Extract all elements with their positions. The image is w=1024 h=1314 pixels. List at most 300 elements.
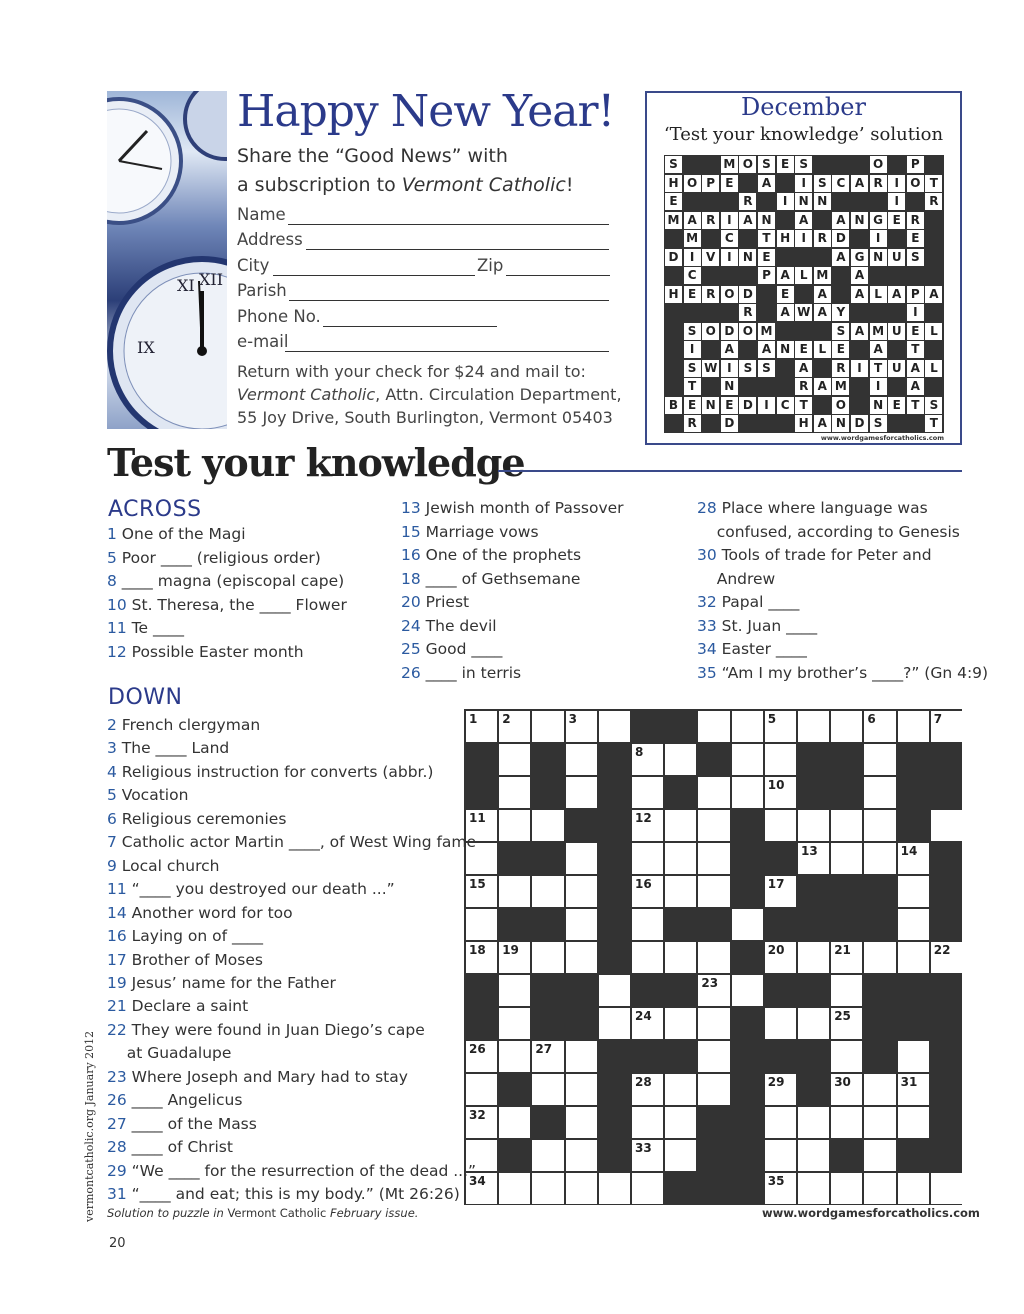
puzzle-cell[interactable]	[698, 975, 729, 1006]
puzzle-cell[interactable]	[499, 744, 530, 775]
puzzle-cell[interactable]	[499, 1107, 530, 1138]
clock-photo	[107, 91, 227, 429]
solution-cell: I	[758, 397, 775, 414]
puzzle-cell[interactable]	[931, 810, 962, 841]
solution-cell: T	[795, 397, 812, 414]
solution-cell: O	[870, 156, 887, 173]
puzzle-cell[interactable]	[499, 777, 530, 808]
puzzle-cell[interactable]	[765, 876, 796, 907]
solution-note-post: February issue.	[326, 1206, 419, 1220]
clue-number: 30	[697, 546, 722, 564]
clue-number: 26	[107, 1091, 132, 1110]
clue-text: at Guadalupe	[126, 1044, 232, 1063]
clue-text: Religious ceremonies	[121, 809, 287, 828]
solution-cell: E	[684, 397, 701, 414]
puzzle-cell[interactable]	[831, 1041, 862, 1072]
puzzle-cell[interactable]	[732, 744, 763, 775]
clue-text: One of the prophets	[425, 546, 582, 564]
puzzle-cell[interactable]	[632, 909, 663, 940]
puzzle-cell[interactable]	[665, 1008, 696, 1039]
puzzle-cell[interactable]	[798, 1173, 829, 1204]
cell-number: 31	[900, 1075, 918, 1089]
solution-note-pre: Solution to puzzle in	[107, 1206, 228, 1220]
puzzle-cell[interactable]	[931, 1173, 962, 1204]
across-clue	[107, 619, 184, 637]
puzzle-cell[interactable]	[532, 1041, 563, 1072]
puzzle-cell[interactable]	[532, 810, 563, 841]
promo-subtitle-post: !	[565, 174, 574, 196]
puzzle-cell[interactable]	[765, 1107, 796, 1138]
puzzle-cell[interactable]	[765, 1140, 796, 1171]
cell-number: 21	[834, 943, 851, 957]
solution-cell: D	[739, 286, 756, 303]
puzzle-cell[interactable]	[532, 1140, 563, 1171]
cell-number: 20	[767, 943, 785, 957]
solution-cell: P	[702, 175, 719, 192]
solution-cell: I	[870, 378, 887, 395]
puzzle-cell[interactable]	[898, 1041, 929, 1072]
clue-number: 22	[107, 1020, 132, 1039]
puzzle-cell[interactable]	[566, 909, 597, 940]
puzzle-cell[interactable]	[466, 942, 497, 973]
solution-cell: A	[758, 175, 775, 192]
solution-cell: N	[739, 249, 756, 266]
solution-cell: H	[795, 415, 812, 432]
clue-text: Brother of Moses	[131, 950, 263, 969]
puzzle-cell[interactable]	[765, 1008, 796, 1039]
clue-number: 10	[107, 595, 132, 614]
solution-cell: N	[758, 212, 775, 229]
promo-subtitle-pre: a subscription to	[237, 174, 402, 196]
solution-cell: S	[758, 156, 775, 173]
puzzle-cell[interactable]	[566, 942, 597, 973]
puzzle-cell[interactable]	[898, 1173, 929, 1204]
solution-cell: E	[665, 193, 682, 210]
puzzle-cell[interactable]	[698, 711, 729, 742]
clue-number: 18	[401, 569, 426, 588]
clue-number: 15	[401, 522, 426, 541]
puzzle-cell[interactable]	[665, 1107, 696, 1138]
puzzle-cell[interactable]	[665, 876, 696, 907]
puzzle-cell[interactable]	[765, 744, 796, 775]
clue-number: 21	[107, 997, 132, 1016]
puzzle-cell[interactable]	[466, 1041, 497, 1072]
solution-cell: O	[684, 175, 701, 192]
clue-text: “____ you destroyed our death ...”	[131, 880, 395, 899]
puzzle-cell[interactable]	[864, 711, 895, 742]
cell-number: 8	[635, 745, 644, 759]
puzzle-cell[interactable]	[798, 1008, 829, 1039]
solution-cell: D	[721, 323, 738, 340]
puzzle-cell[interactable]	[931, 942, 962, 973]
phone-field[interactable]	[237, 307, 497, 331]
puzzle-cell[interactable]	[898, 843, 929, 874]
puzzle-cell[interactable]	[864, 1140, 895, 1171]
puzzle-cell[interactable]	[765, 1074, 796, 1105]
cell-number: 14	[900, 844, 918, 858]
solution-note	[107, 1206, 418, 1220]
cell-number: 25	[834, 1009, 851, 1023]
parish-label: Parish	[237, 281, 287, 300]
across-heading: ACROSS	[108, 497, 202, 522]
puzzle-cell[interactable]	[499, 711, 530, 742]
solution-cell: M	[758, 323, 775, 340]
across-clue	[401, 570, 580, 588]
clue-number: 17	[107, 950, 132, 969]
clue-number: 7	[107, 833, 122, 852]
puzzle-cell[interactable]	[466, 1074, 497, 1105]
solution-cell: A	[814, 415, 831, 432]
down-clue	[107, 857, 219, 875]
cell-number: 24	[635, 1009, 652, 1023]
city-line[interactable]	[273, 275, 475, 276]
puzzle-cell[interactable]	[632, 1074, 663, 1105]
puzzle-cell[interactable]	[831, 711, 862, 742]
puzzle-cell[interactable]	[765, 711, 796, 742]
down-clue	[107, 786, 188, 804]
city-zip-field[interactable]	[237, 256, 611, 280]
clue-text: Te ____	[131, 619, 184, 637]
cell-number: 12	[635, 811, 652, 825]
solution-cell: I	[907, 304, 924, 321]
promo-subtitle-line2	[237, 171, 637, 200]
puzzle-cell[interactable]	[765, 942, 796, 973]
clue-text: ____ in terris	[425, 663, 522, 682]
puzzle-cell[interactable]	[831, 843, 862, 874]
solution-cell: T	[925, 415, 942, 432]
cell-number: 33	[635, 1141, 652, 1155]
solution-cell: I	[721, 212, 738, 229]
cell-number: 3	[568, 712, 577, 726]
puzzle-cell[interactable]	[599, 711, 630, 742]
solution-cell: L	[795, 267, 812, 284]
clue-text: Religious instruction for converts (abbr.)	[121, 762, 434, 781]
puzzle-cell[interactable]	[831, 810, 862, 841]
cell-number: 30	[834, 1075, 851, 1089]
address-field[interactable]	[237, 230, 609, 254]
parish-field[interactable]	[237, 281, 609, 305]
promo-subtitle	[237, 142, 637, 200]
puzzle-cell[interactable]	[499, 975, 530, 1006]
solution-cell: O	[739, 156, 756, 173]
phone-line[interactable]	[323, 326, 497, 327]
puzzle-cell[interactable]	[864, 777, 895, 808]
solution-cell: C	[777, 397, 794, 414]
across-clue	[107, 643, 304, 661]
puzzle-cell[interactable]	[499, 876, 530, 907]
puzzle-cell[interactable]	[831, 942, 862, 973]
solution-cell: T	[870, 360, 887, 377]
puzzle-cell[interactable]	[566, 1041, 597, 1072]
puzzle-cell[interactable]	[466, 876, 497, 907]
across-clue	[401, 499, 624, 517]
down-clue	[107, 763, 433, 781]
solution-cell: S	[684, 360, 701, 377]
puzzle-cell[interactable]	[864, 1173, 895, 1204]
down-clue	[107, 1138, 233, 1156]
cell-number: 17	[767, 877, 785, 891]
clue-text: “____ and eat; this is my body.” (Mt 26:26)	[131, 1185, 460, 1203]
puzzle-cell[interactable]	[732, 777, 763, 808]
puzzle-cell[interactable]	[831, 1173, 862, 1204]
down-clue	[107, 716, 260, 734]
solution-cell: N	[721, 378, 738, 395]
puzzle-cell[interactable]	[864, 1074, 895, 1105]
solution-cell: N	[870, 397, 887, 414]
clue-number: 33	[697, 616, 722, 635]
solution-cell: R	[702, 212, 719, 229]
solution-cell: A	[832, 212, 849, 229]
address-line[interactable]	[306, 249, 609, 250]
puzzle-cell[interactable]	[499, 942, 530, 973]
puzzle-cell[interactable]	[665, 1074, 696, 1105]
clue-number: 34	[697, 640, 722, 658]
clue-number: 13	[401, 499, 426, 517]
puzzle-cell[interactable]	[898, 711, 929, 742]
solution-cell: I	[721, 249, 738, 266]
puzzle-cell[interactable]	[864, 1107, 895, 1138]
puzzle-cell[interactable]	[698, 843, 729, 874]
solution-cell: H	[665, 175, 682, 192]
puzzle-cell[interactable]	[632, 1140, 663, 1171]
puzzle-cell[interactable]	[566, 744, 597, 775]
puzzle-cell[interactable]	[898, 942, 929, 973]
solution-cell: S	[795, 156, 812, 173]
puzzle-cell[interactable]	[632, 876, 663, 907]
puzzle-cell[interactable]	[532, 711, 563, 742]
puzzle-cell[interactable]	[632, 744, 663, 775]
puzzle-cell[interactable]	[765, 810, 796, 841]
cell-number: 32	[469, 1108, 486, 1122]
solution-cell: T	[925, 175, 942, 192]
solution-cell: S	[758, 360, 775, 377]
name-field[interactable]	[237, 205, 609, 229]
cell-number: 13	[801, 844, 818, 858]
solution-cell: R	[814, 230, 831, 247]
puzzle-cell[interactable]	[931, 711, 962, 742]
puzzle-cell[interactable]	[632, 777, 663, 808]
solution-cell: N	[777, 341, 794, 358]
clue-text: Good ____	[425, 640, 503, 658]
solution-cell: A	[739, 212, 756, 229]
solution-cell: I	[888, 175, 905, 192]
solution-cell: R	[907, 212, 924, 229]
puzzle-cell[interactable]	[499, 1041, 530, 1072]
puzzle-cell[interactable]	[566, 1140, 597, 1171]
solution-cell: E	[758, 249, 775, 266]
solution-cell: O	[721, 286, 738, 303]
across-clue	[107, 549, 321, 567]
puzzle-cell[interactable]	[466, 711, 497, 742]
puzzle-cell[interactable]	[665, 744, 696, 775]
across-clue	[107, 525, 246, 543]
puzzle-cell[interactable]	[632, 1107, 663, 1138]
puzzle-cell[interactable]	[499, 1173, 530, 1204]
clue-number: 14	[107, 903, 132, 922]
clue-text: Declare a saint	[131, 997, 249, 1016]
solution-cell: R	[702, 286, 719, 303]
puzzle-cell[interactable]	[599, 975, 630, 1006]
down-clue	[107, 1091, 242, 1109]
puzzle-cell[interactable]	[632, 810, 663, 841]
puzzle-cell[interactable]	[632, 942, 663, 973]
puzzle-cell[interactable]	[798, 1140, 829, 1171]
puzzle-cell[interactable]	[698, 1008, 729, 1039]
puzzle-cell[interactable]	[632, 1008, 663, 1039]
email-field[interactable]	[237, 332, 609, 356]
solution-cell: E	[907, 230, 924, 247]
clock-illustration	[107, 91, 227, 429]
clue-text: “Am I my brother’s ____?” (Gn 4:9)	[721, 663, 989, 682]
clue-text: ____ Angelicus	[131, 1091, 243, 1110]
solution-cell: T	[907, 397, 924, 414]
puzzle-cell[interactable]	[898, 876, 929, 907]
solution-cell: E	[907, 323, 924, 340]
puzzle-cell[interactable]	[698, 942, 729, 973]
puzzle-cell[interactable]	[566, 876, 597, 907]
puzzle-cell[interactable]	[566, 1107, 597, 1138]
puzzle-cell[interactable]	[632, 843, 663, 874]
puzzle-cell[interactable]	[864, 744, 895, 775]
clue-number: 23	[107, 1067, 132, 1086]
puzzle-cell[interactable]	[499, 1008, 530, 1039]
puzzle-cell[interactable]	[831, 1008, 862, 1039]
puzzle-cell[interactable]	[665, 810, 696, 841]
solution-cell: E	[777, 286, 794, 303]
solution-cell: U	[888, 323, 905, 340]
clue-number	[697, 523, 717, 541]
puzzle-cell[interactable]	[698, 876, 729, 907]
solution-cell: C	[684, 267, 701, 284]
down-clue	[107, 904, 293, 922]
email-label: e-mail	[237, 332, 289, 351]
puzzle-cell[interactable]	[532, 1074, 563, 1105]
clue-text: Andrew	[716, 569, 776, 588]
clue-number: 1	[107, 525, 122, 543]
solution-cell: A	[684, 212, 701, 229]
puzzle-cell[interactable]	[732, 909, 763, 940]
puzzle-cell[interactable]	[566, 1173, 597, 1204]
puzzle-cell[interactable]	[831, 975, 862, 1006]
solution-cell: U	[888, 249, 905, 266]
clue-text: ____ magna (episcopal cape)	[121, 572, 345, 590]
puzzle-cell[interactable]	[566, 711, 597, 742]
cell-number: 1	[469, 712, 478, 726]
cell-number: 29	[767, 1075, 785, 1089]
solution-cell: R	[925, 193, 942, 210]
puzzle-cell[interactable]	[864, 810, 895, 841]
puzzle-cell[interactable]	[798, 942, 829, 973]
clue-text: French clergyman	[121, 716, 261, 734]
puzzle-cell[interactable]	[732, 711, 763, 742]
puzzle-cell[interactable]	[665, 1140, 696, 1171]
puzzle-cell[interactable]	[665, 942, 696, 973]
across-clue	[697, 640, 807, 658]
clue-text: They were found in Juan Diego’s cape	[131, 1020, 425, 1039]
solution-cell: I	[684, 249, 701, 266]
solution-cell: E	[888, 212, 905, 229]
puzzle-cell[interactable]	[798, 711, 829, 742]
solution-cell: L	[814, 341, 831, 358]
solution-cell: E	[832, 341, 849, 358]
puzzle-cell[interactable]	[532, 1173, 563, 1204]
puzzle-cell[interactable]	[798, 843, 829, 874]
puzzle-cell[interactable]	[599, 1173, 630, 1204]
puzzle-cell[interactable]	[831, 1107, 862, 1138]
puzzle-cell[interactable]	[864, 942, 895, 973]
puzzle-cell[interactable]	[732, 975, 763, 1006]
solution-cell: I	[795, 230, 812, 247]
clue-number: 24	[401, 616, 426, 635]
puzzle-cell[interactable]	[566, 1074, 597, 1105]
solution-cell: G	[851, 249, 868, 266]
puzzle-cell[interactable]	[698, 777, 729, 808]
solution-cell: P	[907, 286, 924, 303]
clue-text: St. Theresa, the ____ Flower	[131, 595, 347, 614]
across-clue	[401, 640, 502, 658]
puzzle-cell[interactable]	[698, 1074, 729, 1105]
solution-cell: T	[758, 230, 775, 247]
zip-line[interactable]	[506, 275, 610, 276]
puzzle-cell[interactable]	[532, 942, 563, 973]
down-clue	[107, 1115, 257, 1133]
solution-cell: N	[832, 415, 849, 432]
return-line3: 55 Joy Drive, South Burlington, Vermont 05403	[237, 408, 613, 427]
solution-cell: O	[832, 397, 849, 414]
solution-cell: D	[851, 415, 868, 432]
puzzle-cell[interactable]	[632, 1173, 663, 1204]
solution-subtitle: ‘Test your knowledge’ solution	[663, 124, 944, 145]
puzzle-cell[interactable]	[665, 843, 696, 874]
parish-line[interactable]	[289, 300, 609, 301]
solution-cell: A	[851, 175, 868, 192]
down-heading: DOWN	[108, 685, 183, 710]
cell-number: 11	[469, 811, 486, 825]
puzzle-cell[interactable]	[765, 777, 796, 808]
solution-cell: N	[795, 193, 812, 210]
email-line[interactable]	[285, 351, 609, 352]
puzzle-cell[interactable]	[798, 810, 829, 841]
puzzle-cell[interactable]	[898, 1074, 929, 1105]
puzzle-cell[interactable]	[566, 843, 597, 874]
down-clue	[107, 1162, 476, 1180]
puzzle-cell[interactable]	[831, 1074, 862, 1105]
puzzle-cell[interactable]	[599, 1008, 630, 1039]
name-line[interactable]	[288, 224, 609, 225]
across-clue	[401, 593, 469, 611]
address-label: Address	[237, 230, 303, 249]
down-clue	[107, 1068, 408, 1086]
puzzle-cell[interactable]	[898, 909, 929, 940]
puzzle-cell[interactable]	[566, 777, 597, 808]
puzzle-cell[interactable]	[798, 1107, 829, 1138]
puzzle-cell[interactable]	[499, 810, 530, 841]
puzzle-cell[interactable]	[864, 843, 895, 874]
puzzle-cell[interactable]	[765, 1173, 796, 1204]
puzzle-cell[interactable]	[698, 1041, 729, 1072]
clue-text: Place where language was	[721, 499, 928, 517]
solution-note-mid: Vermont Catholic	[227, 1206, 327, 1220]
solution-cell: P	[758, 267, 775, 284]
crossword-grid[interactable]	[464, 709, 962, 1205]
cell-number: 27	[535, 1042, 553, 1056]
puzzle-cell[interactable]	[532, 876, 563, 907]
cell-number: 2	[502, 712, 511, 726]
puzzle-cell[interactable]	[466, 1107, 497, 1138]
puzzle-cell[interactable]	[466, 909, 497, 940]
puzzle-cell[interactable]	[698, 810, 729, 841]
puzzle-cell[interactable]	[898, 1107, 929, 1138]
